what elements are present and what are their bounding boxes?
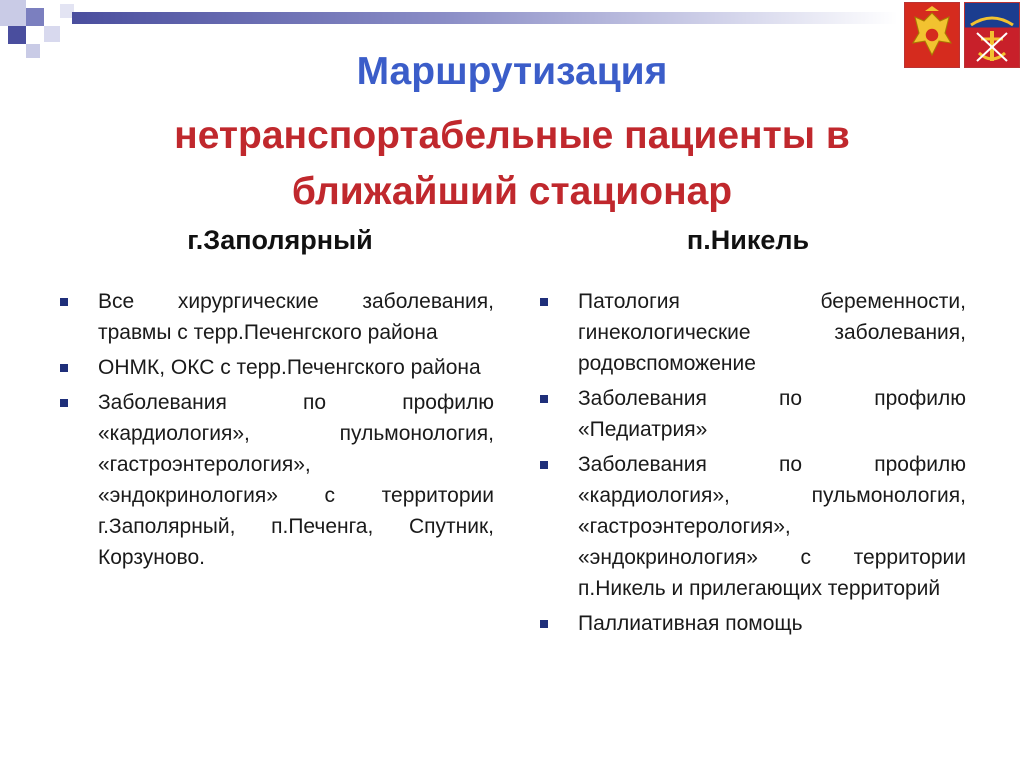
- square-bullet-icon: [540, 395, 548, 403]
- square-bullet-icon: [60, 399, 68, 407]
- list-item-text: Заболевания по профилю «Педиатрия»: [578, 387, 966, 441]
- list-item-text: Заболевания по профилю «кардиология», пульмонология, «гастроэнтерология», «эндокринология» с территории г.Заполярный, п.Печенга, Спутник, Корзуново.: [98, 391, 494, 569]
- square-bullet-icon: [60, 364, 68, 372]
- list-item-text: Паллиативная помощь: [578, 612, 803, 635]
- square-bullet-icon: [540, 298, 548, 306]
- square-bullet-icon: [540, 620, 548, 628]
- list-item: [538, 383, 966, 445]
- square-bullet-icon: [540, 461, 548, 469]
- list-item-text: Все хирургические заболевания, травмы с терр.Печенгского района: [98, 290, 494, 344]
- column-heading-zapolyarny: г.Заполярный: [187, 225, 373, 255]
- list-item: [538, 608, 966, 639]
- list-item: [538, 286, 966, 379]
- square-bullet-icon: [60, 298, 68, 306]
- decor-square: [26, 8, 44, 26]
- list-nikel: [538, 286, 966, 643]
- column-heading-nikel: п.Никель: [686, 225, 810, 255]
- decor-square: [44, 26, 60, 42]
- list-item-text: Патология беременности, гинекологические заболевания, родовспоможение: [578, 290, 966, 375]
- header-bar: [72, 12, 898, 24]
- list-item-text: Заболевания по профилю «кардиология», пульмонология, «гастроэнтерология», «эндокринология» с территории п.Никель и прилегающих территорий: [578, 453, 966, 600]
- list-item: [58, 286, 494, 348]
- list-item: [58, 387, 494, 573]
- subtitle-line: ближайший стационар: [291, 170, 733, 213]
- decor-square: [0, 0, 26, 26]
- list-zapolyarny: [58, 286, 494, 577]
- decor-square: [8, 26, 26, 44]
- list-item: [58, 352, 494, 383]
- page-subtitle: [0, 108, 1024, 220]
- page-title: Маршрутизация: [356, 50, 668, 93]
- list-item: [538, 449, 966, 604]
- subtitle-line: нетранспортабельные пациенты в: [174, 114, 850, 157]
- list-item-text: ОНМК, ОКС с терр.Печенгского района: [98, 356, 481, 379]
